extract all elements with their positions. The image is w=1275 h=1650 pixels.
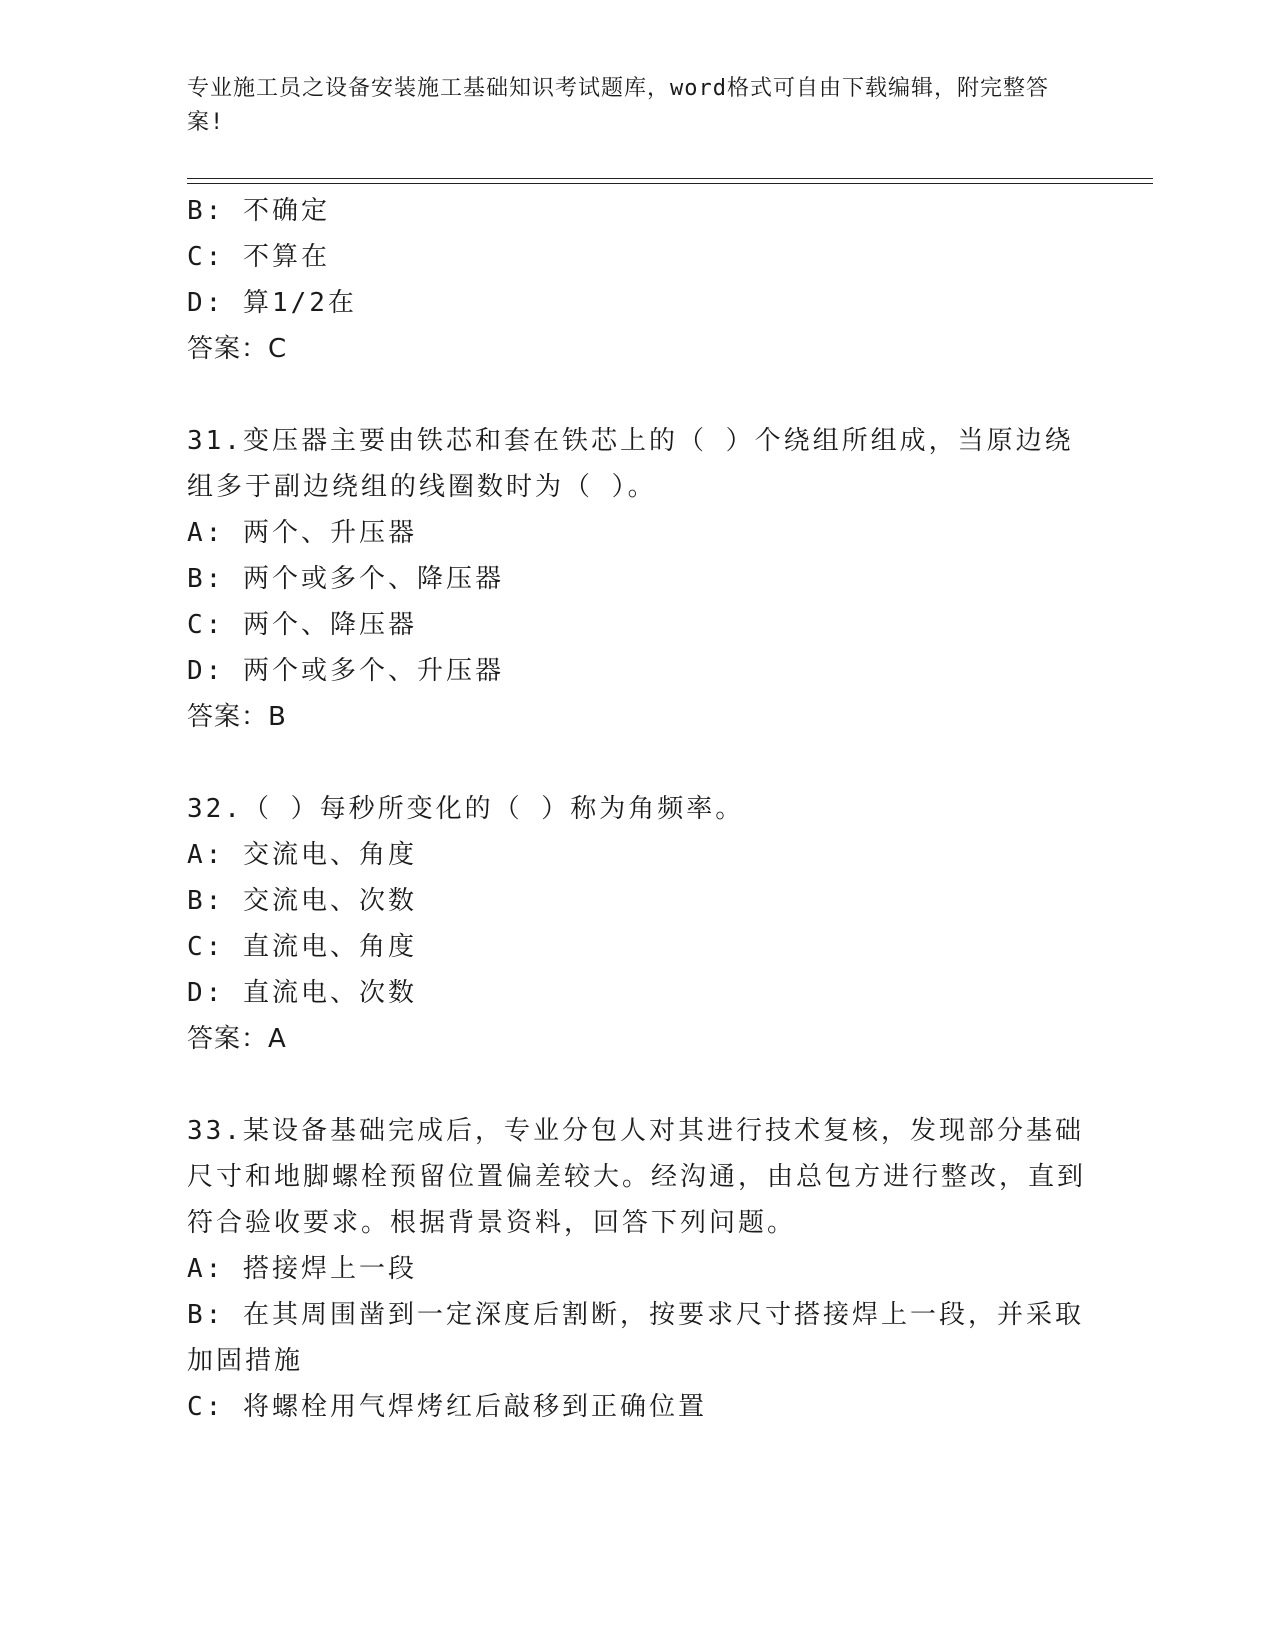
option-line: B: 在其周围凿到一定深度后割断，按要求尺寸搭接焊上一段，并采取加固措施 (187, 1300, 1084, 1376)
option-line: C: 将螺栓用气焊烤红后敲移到正确位置 (187, 1392, 707, 1422)
option-line: B: 不确定 (187, 196, 330, 226)
document-body (187, 188, 1087, 1430)
header-rule-top (187, 178, 1153, 179)
header-rule-bottom (187, 183, 1153, 184)
question-text: 31.变压器主要由铁芯和套在铁芯上的（ ）个绕组所组成，当原边绕组多于副边绕组的线圈数时为（ ）。 (187, 426, 1074, 502)
answer-line: 答案：A (187, 1024, 287, 1054)
option-line: B: 交流电、次数 (187, 886, 417, 916)
option-line: D: 两个或多个、升压器 (187, 656, 504, 686)
option-line: A: 搭接焊上一段 (187, 1254, 417, 1284)
option-line: C: 两个、降压器 (187, 610, 417, 640)
option-line: D: 算1/2在 (187, 288, 357, 318)
document-title: 专业施工员之设备安装施工基础知识考试题库，word格式可自由下载编辑，附完整答案! (187, 76, 1049, 135)
answer-line: 答案：C (187, 334, 288, 364)
option-line: C: 不算在 (187, 242, 330, 272)
option-line: A: 两个、升压器 (187, 518, 417, 548)
option-line: C: 直流电、角度 (187, 932, 417, 962)
question-text: 33.某设备基础完成后，专业分包人对其进行技术复核，发现部分基础尺寸和地脚螺栓预留位置偏差较大。经沟通，由总包方进行整改，直到符合验收要求。根据背景资料，回答下列问题。 (187, 1116, 1087, 1238)
spacer (187, 372, 1087, 418)
spacer (187, 740, 1087, 786)
document-header (187, 72, 1067, 140)
option-line: A: 交流电、角度 (187, 840, 417, 870)
question-text: 32.（ ）每秒所变化的（ ）称为角频率。 (187, 794, 745, 824)
option-line: B: 两个或多个、降压器 (187, 564, 504, 594)
answer-line: 答案：B (187, 702, 287, 732)
option-line: D: 直流电、次数 (187, 978, 417, 1008)
spacer (187, 1062, 1087, 1108)
